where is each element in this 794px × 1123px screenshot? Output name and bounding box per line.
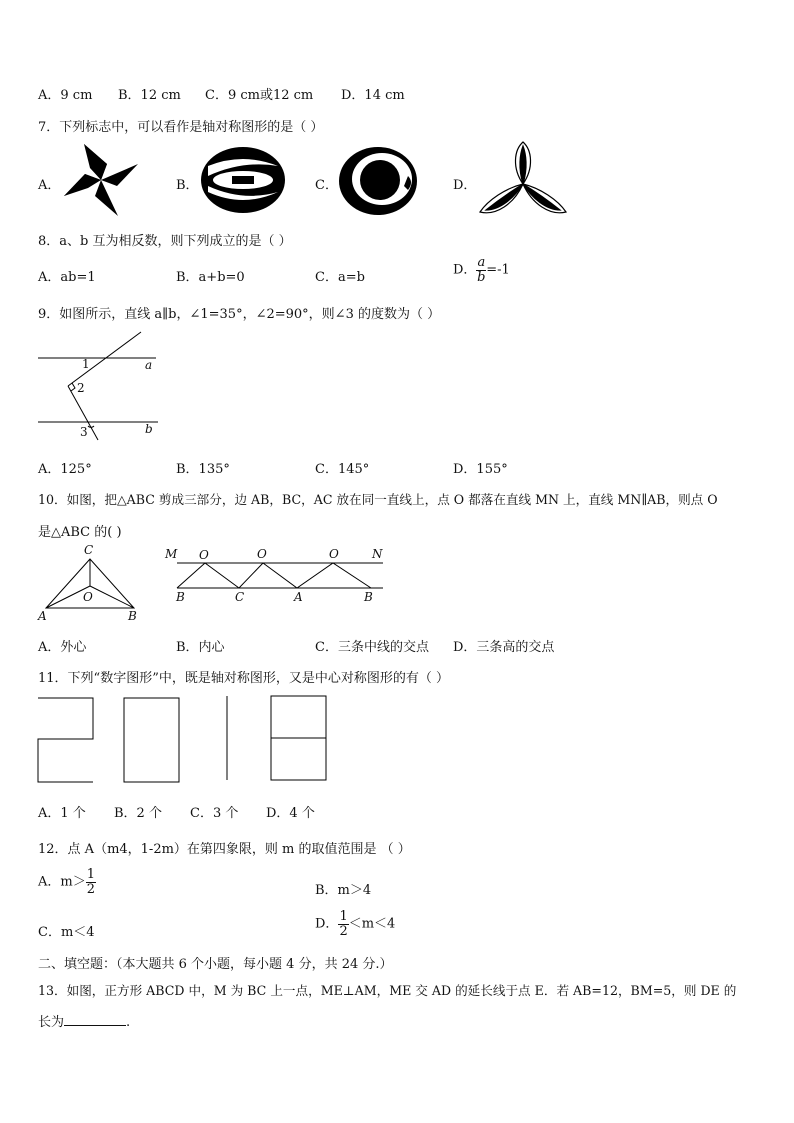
q6-option-d: D．14 cm xyxy=(341,88,405,103)
point-b-2: B xyxy=(364,590,373,604)
q11-stem: 11．下列“数字图形”中，既是轴对称图形，又是中心对称图形的有（ ） xyxy=(38,671,449,686)
ring-logo-icon xyxy=(200,146,286,214)
line-end-m: M xyxy=(165,547,178,561)
point-o-3: O xyxy=(329,547,339,561)
q7-stem: 7．下列标志中，可以看作是轴对称图形的是（ ） xyxy=(38,120,324,135)
q10-option-c: C．三条中线的交点 xyxy=(315,640,429,655)
q8-option-d-prefix: D． xyxy=(453,262,477,278)
q8-option-c: C．a=b xyxy=(315,270,365,285)
fraction-numerator: a xyxy=(477,255,486,270)
fraction-numerator: 1 xyxy=(339,909,348,924)
angle-1-label: 1 xyxy=(82,357,90,371)
point-o-2: O xyxy=(257,547,267,561)
star-logo-icon xyxy=(62,142,140,218)
line-a-label: a xyxy=(145,358,153,372)
fraction-numerator: 1 xyxy=(86,867,95,882)
triangle-vertex-c: C xyxy=(84,543,94,557)
fraction-a-over-b xyxy=(476,256,486,284)
q7-label-c: C． xyxy=(315,178,338,193)
petal-logo-icon xyxy=(478,140,568,220)
triangle-vertex-a: A xyxy=(38,609,47,623)
digit-figures xyxy=(36,694,336,786)
point-c: C xyxy=(235,590,245,604)
q9-option-a: A．125° xyxy=(38,462,92,477)
q12-option-a-prefix: A．m＞ xyxy=(38,874,86,890)
triangle-vertex-b: B xyxy=(128,609,137,623)
triangle-point-o: O xyxy=(83,590,93,604)
q11-option-a: A．1 个 xyxy=(38,806,86,821)
q8-stem: 8．a、b 互为相反数，则下列成立的是（ ） xyxy=(38,234,292,249)
q7-label-b: B． xyxy=(176,178,199,193)
q10-stem-line1: 10．如图，把△ABC 剪成三部分，边 AB，BC，AC 放在同一直线上，点 O 都落在直线 MN 上，直线 MN∥AB，则点 O xyxy=(38,492,718,507)
q8-option-b: B．a+b=0 xyxy=(176,270,245,285)
angle-3-label: 3 xyxy=(80,425,88,439)
point-a: A xyxy=(294,590,303,604)
q11-option-d: D．4 个 xyxy=(266,806,315,821)
line-end-n: N xyxy=(372,547,383,561)
q13-stem-line2 xyxy=(38,1011,130,1030)
circle-logo-icon xyxy=(338,146,418,216)
fraction-denominator: 2 xyxy=(86,882,95,897)
q12-stem: 12．点 A（m4，1-2m）在第四象限，则 m 的取值范围是 （ ） xyxy=(38,842,411,857)
q6-option-c: C．9 cm或12 cm xyxy=(205,88,314,103)
q13-stem-line1: 13．如图，正方形 ABCD 中，M 为 BC 上一点，ME⊥AM，ME 交 AD 的延长线于点 E．若 AB=12，BM=5，则 DE 的 xyxy=(38,983,737,998)
section-title: 二、填空题：（本大题共 6 个小题，每小题 4 分，共 24 分.） xyxy=(38,957,393,972)
q8-option-a: A．ab=1 xyxy=(38,270,96,285)
q9-option-b: B．135° xyxy=(176,462,230,477)
q13-prefix: 长为 xyxy=(38,1015,65,1030)
q10-option-d: D．三条高的交点 xyxy=(453,640,555,655)
q6-option-a: A．9 cm xyxy=(38,88,93,103)
q9-option-c: C．145° xyxy=(315,462,370,477)
point-o-1: O xyxy=(199,548,209,562)
rearranged-triangle-figure xyxy=(175,558,385,592)
fraction-one-half xyxy=(86,868,96,896)
q13-suffix: . xyxy=(126,1015,131,1030)
q6-option-b: B．12 cm xyxy=(118,88,181,103)
q12-option-c: C．m＜4 xyxy=(38,925,95,940)
q11-option-c: C．3 个 xyxy=(190,806,239,821)
q9-option-d: D．155° xyxy=(453,462,508,477)
angle-2-label: 2 xyxy=(77,381,85,395)
fraction-one-half xyxy=(338,910,348,938)
answer-blank[interactable] xyxy=(64,1015,126,1026)
q12-option-d-tail: ＜m＜4 xyxy=(348,916,396,932)
q11-option-b: B．2 个 xyxy=(114,806,162,821)
q8-option-d-tail: =-1 xyxy=(486,262,510,278)
point-b-1: B xyxy=(176,590,185,604)
q9-stem: 9．如图所示，直线 a∥b，∠1=35°，∠2=90°，则∠3 的度数为（ ） xyxy=(38,307,441,322)
q12-option-d xyxy=(315,910,395,938)
q10-option-a: A．外心 xyxy=(38,640,87,655)
fraction-denominator: b xyxy=(477,270,486,285)
q12-option-d-prefix: D． xyxy=(315,916,339,932)
q8-option-d xyxy=(453,256,510,284)
triangle-figure xyxy=(42,556,142,614)
line-b-label: b xyxy=(145,422,153,436)
q10-option-b: B．内心 xyxy=(176,640,225,655)
q12-option-a xyxy=(38,868,96,896)
q7-label-a: A． xyxy=(38,178,61,193)
q10-stem-line2: 是△ABC 的( ) xyxy=(38,525,122,540)
q12-option-b: B．m＞4 xyxy=(315,883,372,898)
fraction-denominator: 2 xyxy=(339,924,348,939)
q7-label-d: D． xyxy=(453,178,477,193)
